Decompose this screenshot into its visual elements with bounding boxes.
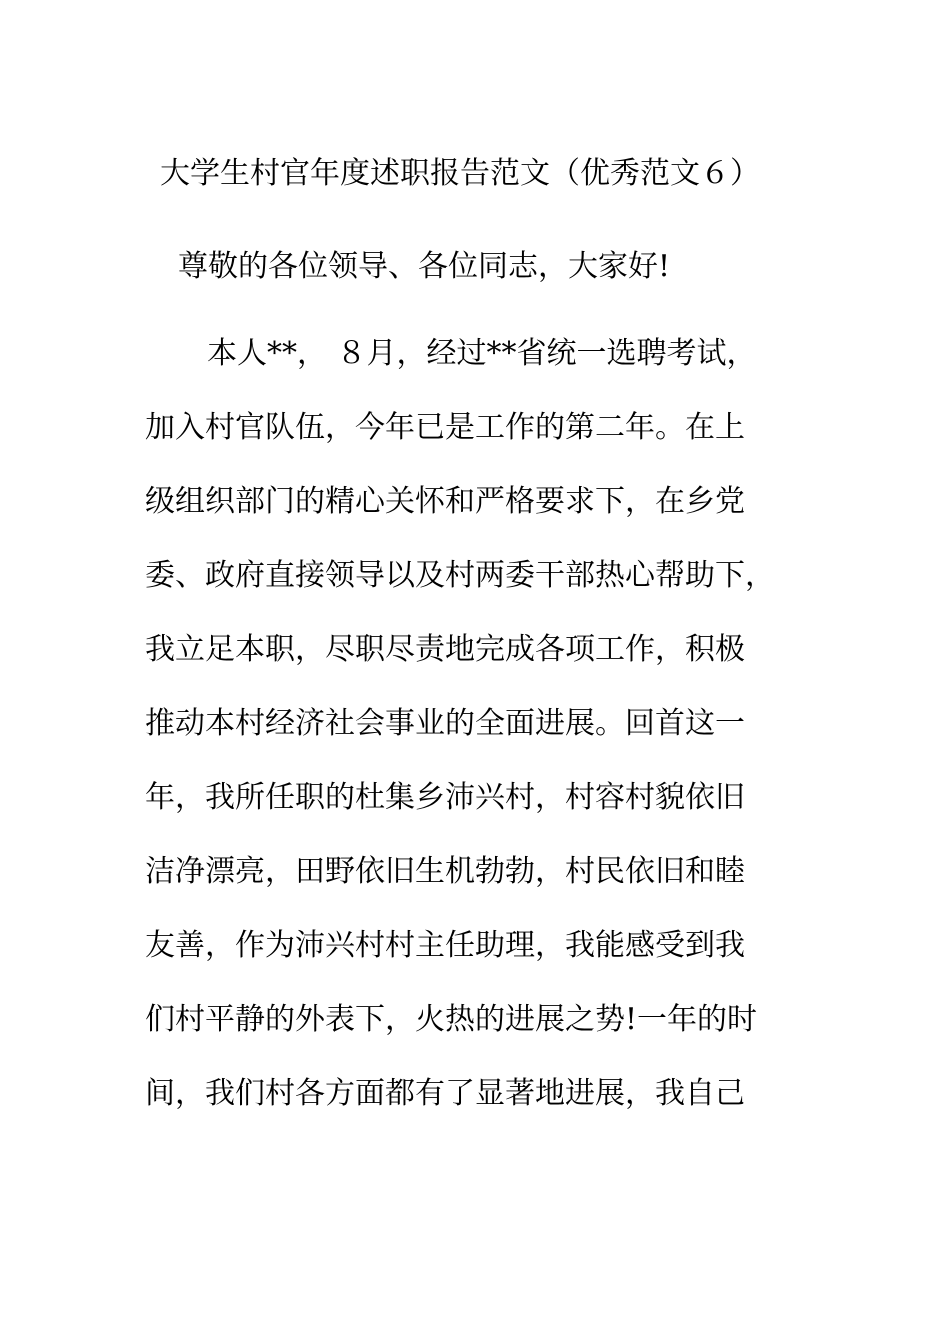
body-line-4: 委、政府直接领导以及村两委干部热心帮助下， <box>145 558 775 593</box>
body-line-3: 级组织部门的精心关怀和严格要求下，在乡党 <box>145 484 745 519</box>
body-line-7: 年，我所任职的杜集乡沛兴村，村容村貌依旧 <box>145 780 745 815</box>
body-line-6: 推动本村经济社会事业的全面进展。回首这一 <box>145 706 745 741</box>
body-line-5: 我立足本职，尽职尽责地完成各项工作，积极 <box>145 632 745 667</box>
body-line-8: 洁净漂亮，田野依旧生机勃勃，村民依旧和睦 <box>145 854 745 889</box>
body-line-10: 们村平静的外表下，火热的进展之势!一年的时 <box>145 1002 758 1037</box>
document-title: 大学生村官年度述职报告范文（优秀范文６） <box>160 156 760 191</box>
body-line-2: 加入村官队伍，今年已是工作的第二年。在上 <box>145 410 745 445</box>
body-line-11: 间，我们村各方面都有了显著地进展，我自己 <box>145 1076 745 1111</box>
salutation: 尊敬的各位领导、各位同志，大家好! <box>178 249 671 284</box>
body-line-1: 本人**， ８月，经过**省统一选聘考试， <box>207 336 757 371</box>
body-line-9: 友善，作为沛兴村村主任助理，我能感受到我 <box>145 928 745 963</box>
